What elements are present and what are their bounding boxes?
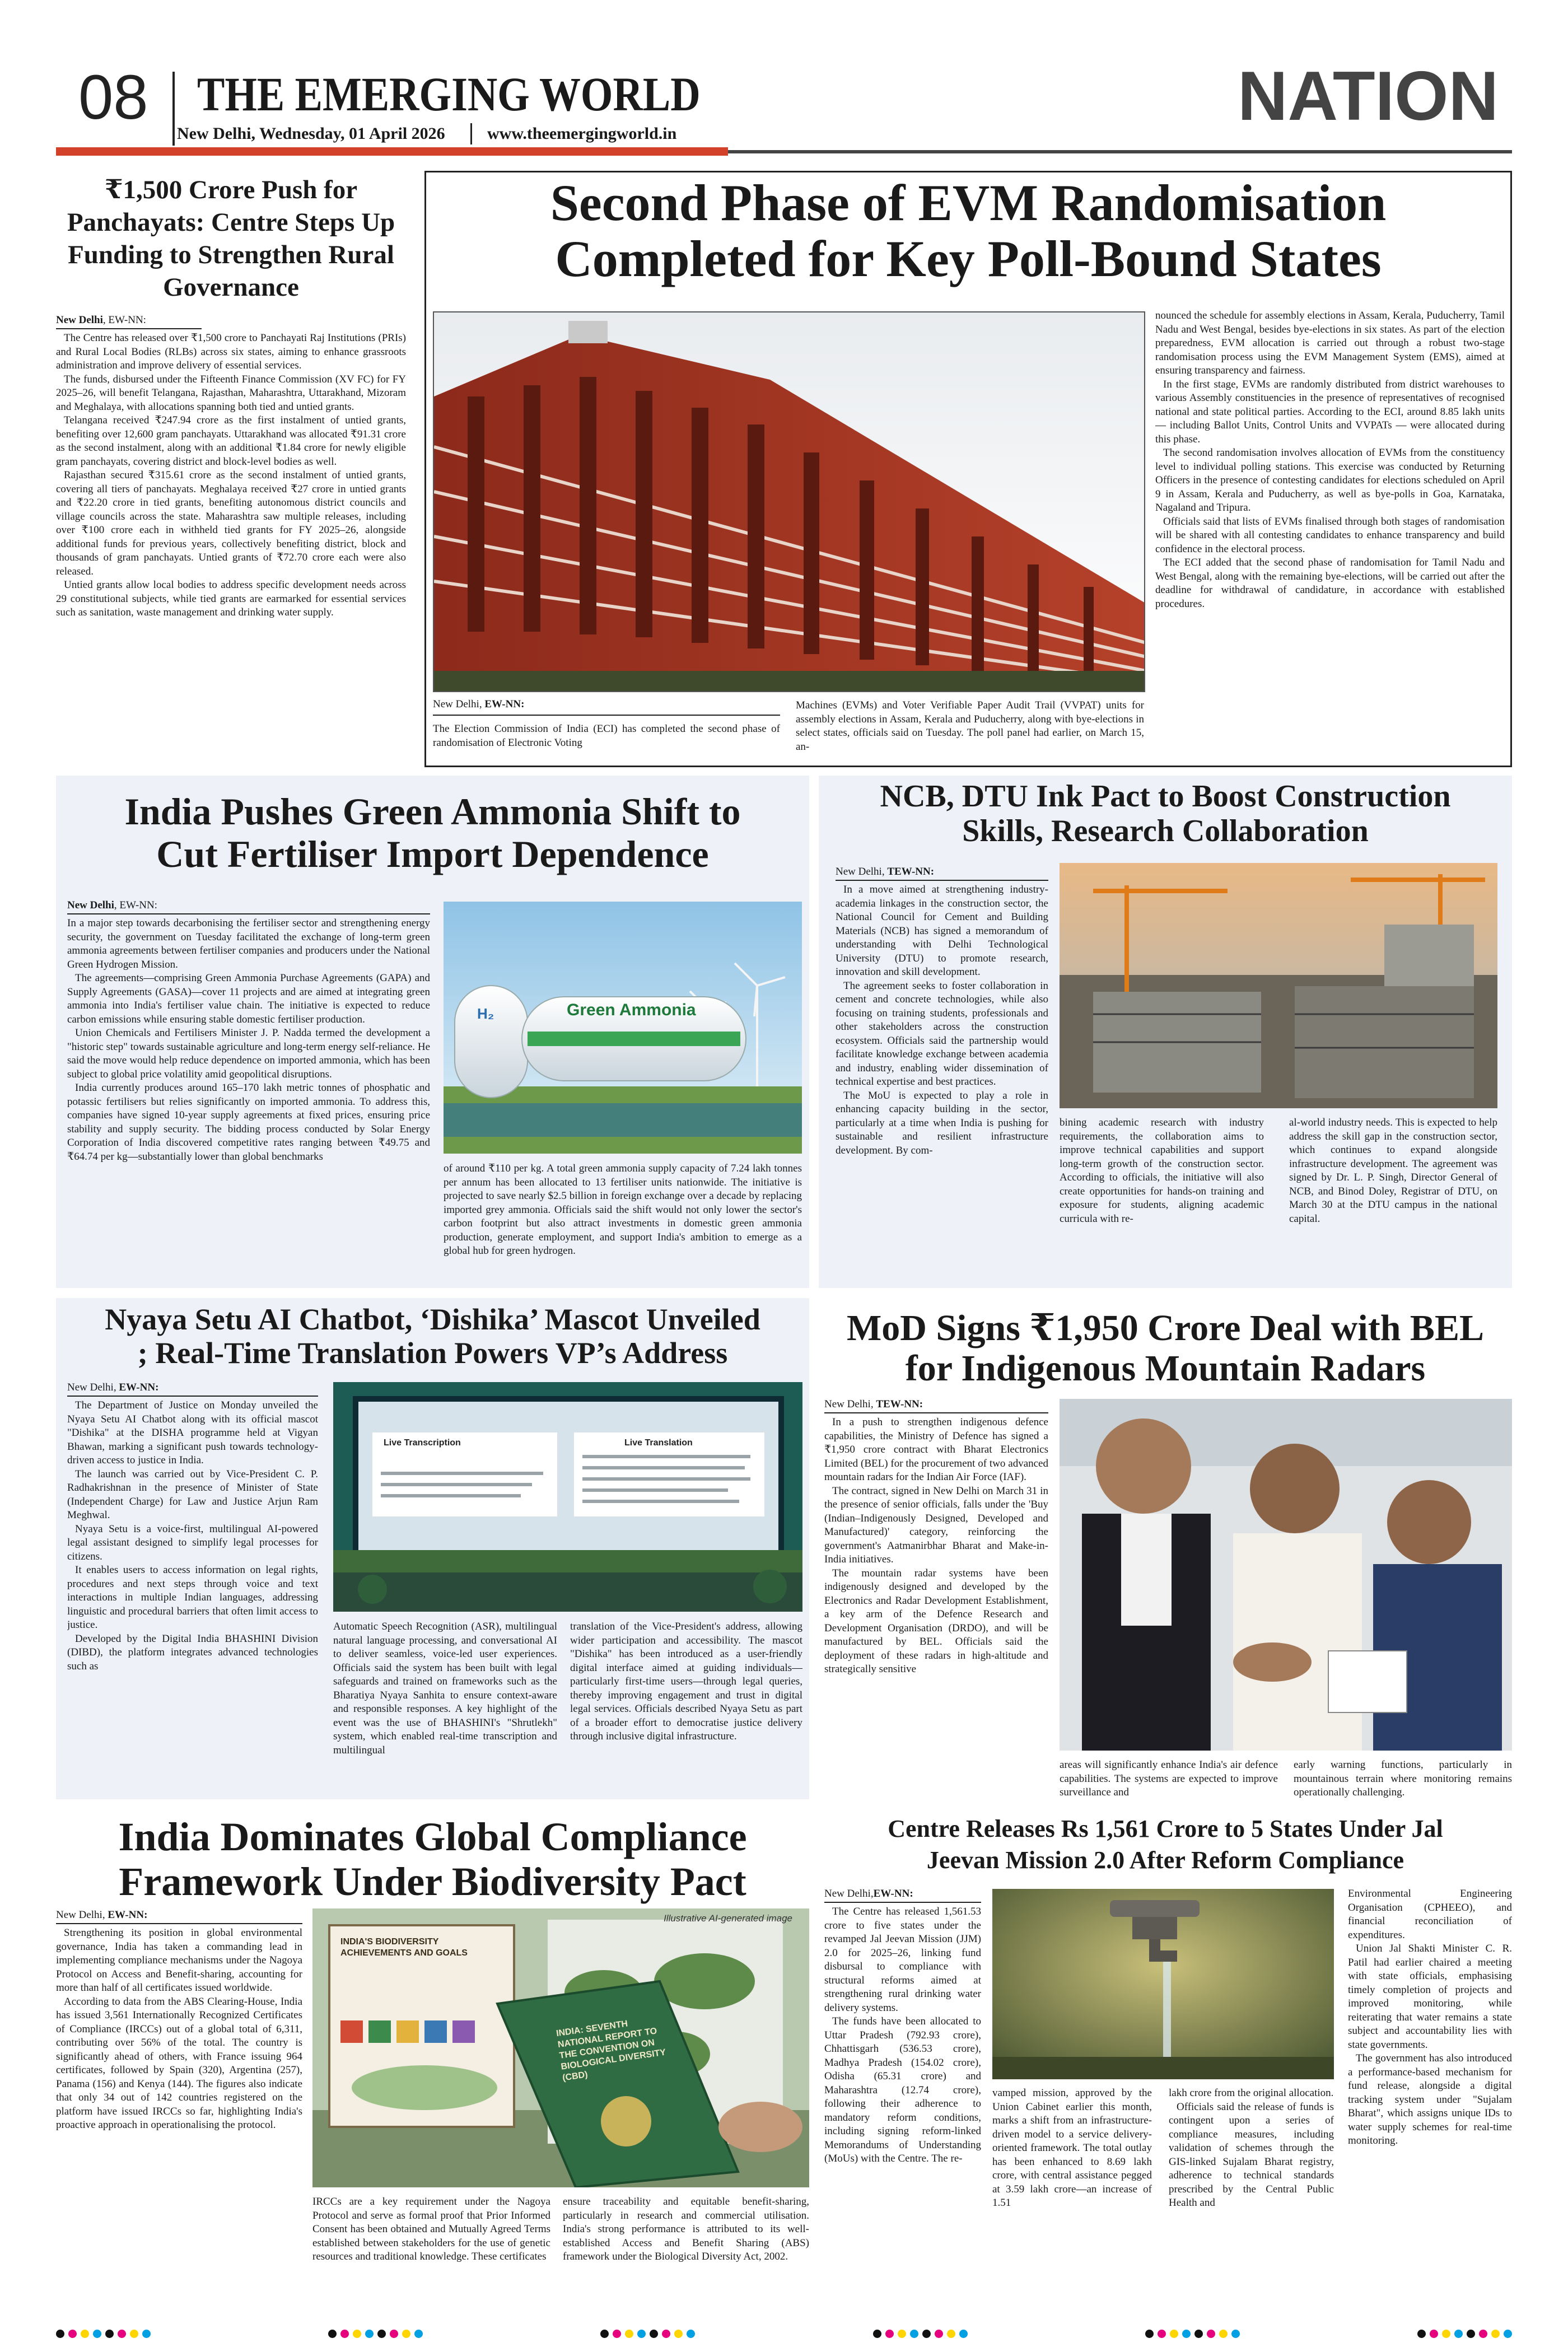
evm-article [424,171,1512,767]
jal-article [819,1808,1512,2309]
paragraph: The agreement seeks to foster collaboration in cement and concrete technologies, while also focusing on training students, professionals and other stakeholders across the construction ecosystem. Officials said the partnership would facilitate knowledge exchange between academia and industry, enabling wider dissemination of technical expertise and best practices. [836,979,1048,1088]
headline-line: Nyaya Setu AI Chatbot, ‘Dishika’ Mascot Unveiled [105,1303,760,1336]
color-dots [56,2330,151,2343]
paragraph: It enables users to access information on legal rights, procedures and next steps through voice and text interactions in multiple Indian languages, addressing linguistic and procedural barriers that often limit access to justice. [67,1564,318,1631]
jal-col-4 [1348,1887,1512,2296]
headline-line: Centre Releases Rs 1,561 Crore to 5 States Under Jal [888,1815,1443,1842]
headline-line: ; Real-Time Translation Powers VP’s Address [137,1336,728,1370]
evm-building-image [433,311,1145,692]
panchayat-article [56,174,406,764]
paragraph: India currently produces around 165–170 lakh metric tonnes of phosphatic and potassic fertilisers but relies significantly on imported ammonia. To address this, companies have signed 10-year supply agreements at fixed prices, ensuring price stability and supply security. The bidding process conducted by Solar Energy Corporation of India discovered competitive rates ranging between ₹49.75 and ₹64.74 per kg—substantially lower than global benchmarks [67,1082,430,1163]
ammonia-dateline [67,899,430,912]
paragraph: The second randomisation involves allocation of EVMs from the constituency level to individual polling stations. This exercise was conducted by Returning Officers in the presence of contesting candidates for elections scheduled on April 9 in Assam, Kerala and Puducherry, as well as bye-polls in Goa, Karnataka, Nagaland and Tripura. [1155,447,1505,514]
jal-col-1-text [824,1905,981,2308]
color-dots [600,2330,695,2343]
live-translation-screen-image [333,1382,802,1612]
paragraph: Officials said that lists of EVMs finalised through both stages of randomisation will be shared with all contesting candidates to enhance transparency and build confidence in the electoral process. [1155,515,1505,555]
ncb-dateline [836,865,1048,879]
color-dots [1417,2330,1512,2343]
ammonia-col-2-text: of around ₹110 per kg. A total green ammonia supply capacity of 7.24 lakh tonnes per annum has been allocated to 13 fertiliser units nationwide. The initiative is projected to save nearly $2.5 billion in foreign exchange over a decade by replacing imported grey ammonia. Officials said the shift would not only lower the sector's carbon footprint but also attract investments in domestic green ammonia production, generate employment, and support India's ambition to emerge as a global hub for green hydrogen. [444,1163,802,1257]
ammonia-headline [56,790,809,875]
headline-line: for Indigenous Mountain Radars [905,1348,1426,1389]
ncb-col-3-text: al-world industry needs. This is expected to help address the skill gap in the construction sector, which continues to expand alongside infrastructure development. The agreement was signed by Dr. L. P. Singh, Director General of NCB, and Binod Doley, Registrar of DTU, on March 30 at the DTU campus in the national capital. [1289,1117,1497,1225]
dateline-place: New Delhi, [56,1909,108,1921]
mod-headline [819,1308,1512,1389]
jal-dateline [824,1887,981,1901]
ammonia-col-1 [67,899,430,1286]
mod-col-2-text: areas will significantly enhance India's air defence capabilities. The systems are expected to improve surveillance and [1060,1759,1278,1798]
masthead-dark-bar [728,150,1512,153]
paragraph: In the first stage, EVMs are randomly distributed from district warehouses to various Assembly constituencies in the presence of representatives of recognised national and state political parties. According to the ECI, around 8.85 lakh units — including Ballot Units, Control Units and VVPATs — were allocated during this phase. [1155,378,1505,445]
dateline-rule [824,1412,1048,1413]
mod-col-1 [824,1398,1048,1796]
headline-line: Second Phase of EVM Randomisation [550,174,1387,231]
dateline-rule [56,1923,302,1924]
paragraph: Union Chemicals and Fertilisers Minister J. P. Nadda termed the development a "historic step" towards sustainable agriculture and long-term energy self-reliance. He said the move would help reduce dependence on imported ammonia, which has been subject to global price volatility amid geopolitical disruptions. [67,1027,430,1080]
poster-title: INDIA'S BIODIVERSITY ACHIEVEMENTS AND GOALS [340,1937,468,1958]
headline-line: Skills, Research Collaboration [962,814,1369,848]
report-cover-title: INDIA: SEVENTH NATIONAL REPORT TO THE CONVENTION ON BIOLOGICAL DIVERSITY (CBD) [556,2019,666,2083]
paragraph: nounced the schedule for assembly elections in Assam, Kerala, Puducherry, Tamil Nadu and West Bengal, besides bye-elections in six states. As part of the election preparedness, EVM allocation is carried out through a robust two-stage randomisation process using the EVM Management System (EMS), aimed at ensuring transparency and fairness. [1155,310,1505,376]
ncb-headline [819,779,1512,848]
dateline-agency: EW-NN: [873,1888,913,1900]
paragraph: The Department of Justice on Monday unveiled the Nyaya Setu AI Chatbot along with its official mascot "Dishika" at the DISHA programme held at Vigyan Bhawan, marking a significant push towards technology-driven access to justice in India. [67,1399,318,1466]
paragraph: Developed by the Digital India BHASHINI Division (DIBD), the platform integrates advanced technologies such as [67,1632,318,1672]
dateline-rule [56,328,202,329]
website-link[interactable]: www.theemergingworld.in [487,124,677,143]
dateline-rule [836,880,1048,881]
headline-line: India Dominates Global Compliance [118,1814,747,1859]
paragraph: In a push to strengthen indigenous defence capabilities, the Ministry of Defence has signed a ₹1,950 crore contract with Bharat Electronics Limited (BEL) for the procurement of two advanced mountain radars for the Indian Air Force (IAF). [824,1416,1048,1483]
dateline-rule [824,1902,981,1903]
section-title: NATION [1238,58,1499,135]
jal-col-3 [1169,2087,1334,2294]
nyaya-col-1-text [67,1399,318,1796]
paragraph: Environmental Engineering Organisation (CPHEEO), and financial reconciliation of expenditures. [1348,1888,1512,1941]
mod-dateline [824,1398,1048,1411]
dateline-agency: , EW-NN: [114,899,157,911]
evm-headline [426,175,1510,287]
paragraph: The contract, signed in New Delhi on March 31 in the presence of senior officials, falls under the 'Buy (Indian–Indigenously Designed, Developed and Manufactured)' category, reinforcing the government's Aatmanirbhar Bharat and Make-in-India initiatives. [824,1485,1048,1565]
masthead [0,0,1568,160]
panchayat-headline: ₹1,500 Crore Push for Panchayats: Centre Steps Up Funding to Strengthen Rural Governance [67,175,395,302]
panchayat-body [56,332,406,780]
screen-right-title: Live Translation [624,1438,693,1448]
headline-line: Cut Fertiliser Import Dependence [156,833,709,875]
color-dots [328,2330,423,2343]
dateline-place: New Delhi, [67,1382,119,1393]
nyaya-col-1 [67,1381,318,1796]
biodiversity-headline [56,1814,809,1904]
dateline-place: New Delhi, [824,1888,874,1900]
paper-name: THE EMERGING WORLD [197,67,701,121]
paragraph: The funds have been allocated to Uttar Pradesh (792.93 crore), Chhattisgarh (536.53 crore), Madhya Pradesh (154.02 crore), Odisha (65.31 crore) and Maharashtra (12.74 crore), following their adherence to mandatory reform conditions, including signing reform-linked Memorandums of Understanding (MoUs) with the Centre. The re- [824,2015,981,2164]
dateline-place: New Delhi, [824,1398,876,1410]
page-number: 08 [78,62,148,132]
dateline-agency: EW-NN: [484,698,525,710]
mod-col-1-text [824,1416,1048,1796]
evm-col-1 [433,698,780,750]
headline-line: MoD Signs ₹1,950 Crore Deal with BEL [846,1308,1485,1348]
dateline-agency: EW-NN: [108,1909,148,1921]
biodiversity-col-1-text [56,1926,302,2307]
biodiversity-col-1 [56,1908,302,2307]
paragraph: The government has also introduced a performance-based mechanism for fund release, alongside a digital tracking system under "Sujalam Bharat", which assigns unique IDs to water supply schemes for real-time monitoring. [1348,2052,1512,2146]
screen-left-title: Live Transcription [384,1438,461,1448]
headline-line: Completed for Key Poll-Bound States [555,230,1382,287]
jal-headline [819,1813,1512,1876]
evm-dateline [433,698,780,711]
headline-line: India Pushes Green Ammonia Shift to [124,790,741,833]
paragraph: The mountain radar systems have been indigenously designed and developed by the Electronics and Radar Development Establishment, a key arm of the Defence Research and Development Organisation (DRDO), and will be manufactured by BEL. Officials said the deployment of these radars in high-altitude and strategically sensitive [824,1567,1048,1675]
evm-col-2-text: Machines (EVMs) and Voter Verifiable Paper Audit Trail (VVPAT) units for assembly elections in Assam, Kerala and Puducherry, along with bye-elections in select states, officials said on Tuesday. The poll panel had earlier, on March 15, an- [796,699,1144,753]
paragraph: Officials said the release of funds is contingent upon a series of compliance measures, including validation of schemes through the GIS-linked Sujalam Bharat registry, adherence to technical standards prescribed by the Central Public Health and [1169,2101,1334,2209]
paragraph: Nyaya Setu is a voice-first, multilingual AI-powered legal assistant designed to simplify legal processes for citizens. [67,1523,318,1562]
evm-col-1-text: The Election Commission of India (ECI) has completed the second phase of randomisation of Electronic Voting [433,723,780,749]
handshake-photo [1060,1399,1512,1751]
paragraph: The agreements—comprising Green Ammonia Purchase Agreements (GAPA) and Supply Agreements (GASA)—cover 11 projects and are aimed at integrating green ammonia into India's fertiliser value chain. The initiative is expected to reduce carbon emissions while ensuring stable domestic fertiliser production. [67,972,430,1025]
paragraph: Union Jal Shakti Minister C. R. Patil had earlier chaired a meeting with state officials, emphasising timely completion of projects and improved monitoring, while reiterating that water remains a state subject and accountability lies with state governments. [1348,1943,1512,2051]
paragraph: In a major step towards decarbonising the fertiliser sector and strengthening energy security, the government on Tuesday facilitated the exchange of long-term green ammonia agreements between fertiliser companies and producers under the National Green Hydrogen Mission. [67,917,430,970]
paragraph: The MoU is expected to play a role in enhancing capacity building in the sector, particularly at a time when India is pushing for sustainable and resilient infrastructure development. By com- [836,1089,1048,1156]
paragraph: Strengthening its position in global environmental governance, India has taken a commanding lead in implementing compliance mechanisms under the Nagoya Protocol on Access and Benefit-sharing, accounting for more than half of all certificates issued worldwide. [56,1927,302,1994]
ammonia-article [56,776,809,1288]
dateline-place: New Delhi, [433,698,485,710]
ncb-article [819,776,1512,1288]
paragraph: The funds, disbursed under the Fifteenth Finance Commission (XV FC) for FY 2025–26, will benefit Telangana, Rajasthan, Maharashtra, Uttarakhand, Mizoram and Meghalaya, with allocations spanning both tied and untied grants. [56,373,406,413]
paragraph: lakh crore from the original allocation. [1169,2087,1334,2099]
paragraph: The Centre has released 1,561.53 crore to five states under the revamped Jal Jeevan Mission (JJM) 2.0 for 2025–26, linking fund disbursal to compliance with structural reforms aimed at strengthening rural drinking water delivery systems. [824,1906,981,2014]
ncb-col-1 [836,865,1048,1275]
paragraph: Telangana received ₹247.94 crore as the first instalment of untied grants, benefiting over 12,600 gram panchayats. Uttarakhand was allocated ₹91.31 crore as the second instalment, along with an additional ₹1.84 crore for newly eligible gram panchayats, covering district and block-level bodies as well. [56,414,406,468]
biodiversity-col-2-text: IRCCs are a key requirement under the Nagoya Protocol and serve as formal proof that Prior Informed Consent has been obtained and Mutually Agreed Terms established between stakeholders for the use of genetic resources and traditional knowledge. These certificates [312,2196,550,2262]
tank-label: Green Ammonia [567,1001,696,1019]
ai-image-caption: Illustrative AI-generated image [664,1913,792,1924]
jal-col-2-text: vamped mission, approved by the Union Cabinet earlier this month, marks a shift from an infrastructure-driven model to a service delivery-oriented framework. The total outlay has been enhanced to 8.69 lakh crore, with central assistance pegged at 3.59 lakh crore—an increase of 1.51 [992,2087,1152,2209]
panchayat-dateline [56,314,406,327]
dateline-agency: TEW-NN: [887,866,935,878]
paragraph: The Centre has released over ₹1,500 crore to Panchayati Raj Institutions (PRIs) and Rural Local Bodies (RLBs) across six states, aiming to enhance grassroots administration and improve delivery of essential services. [56,332,406,371]
nyaya-col-2-text: Automatic Speech Recognition (ASR), multilingual natural language processing, and conversational AI to deliver seamless, voice-led user experiences. Officials said the system has been built with legal safeguards and trained on frameworks such as the Bharatiya Nyaya Sanhita to ensure context-aware and responsible responses. A key highlight of the event was the use of BHASHINI's "Shrutlekh" system, which enabled real-time transcription and multilingual [333,1621,557,1756]
nyaya-article [56,1298,809,1799]
jal-col-1 [824,1887,981,2308]
dateline-place: New Delhi, [836,866,888,878]
dateline-place: New Delhi [67,899,114,911]
mod-article [819,1298,1512,1799]
mod-col-3-text: early warning functions, particularly in mountainous terrain where monitoring remains operationally challenging. [1294,1759,1512,1798]
paragraph: The launch was carried out by Vice-President C. P. Radhakrishnan in the presence of Minister of State (Independent Charge) for Law and Justice Arjun Ram Meghwal. [67,1468,318,1521]
headline-line: Jeevan Mission 2.0 After Reform Compliance [926,1846,1404,1874]
footer-registration-marks [56,2330,1512,2343]
masthead-divider [172,72,175,146]
ncb-col-2-text: bining academic research with industry requirements, the collaboration aims to improve technical capabilities and support long-term growth of the construction sector. According to officials, the initiative will also create opportunities for hands-on training and exposure for students, aligning academic curricula with re- [1060,1117,1264,1225]
paragraph: Rajasthan secured ₹315.61 crore as the second instalment of untied grants, covering all tiers of panchayats. Meghalaya received ₹27 crore in untied grants and ₹22.20 crore in tied grants, benefiting autonomous district councils and village councils across the state. Maharashtra saw multiple releases, including over ₹100 crore each in withheld tied grants for FY 2025–26, alongside additional funds for previous years, collectively benefiting district, block and thousands of gram panchayats. Untied grants of ₹72.70 crore each were also released. [56,469,406,577]
color-dots [1145,2330,1240,2343]
headline-line: Framework Under Biodiversity Pact [119,1859,746,1904]
construction-site-image [1060,863,1497,1108]
dateline-rule [67,913,430,914]
paragraph: The ECI added that the second phase of randomisation for Tamil Nadu and West Bengal, along with the remaining bye-elections, will be carried out after the deadline for withdrawal of candidature, in accordance with established procedures. [1155,557,1505,610]
dateline-agency: EW-NN: [119,1382,159,1393]
biodiversity-col-3-text: ensure traceability and equitable benefit-sharing, particularly in research and commercial utilisation. India's strong performance is attributed to its well-established Access and Benefit Sharing (ABS) framework under the Biological Diversity Act, 2002. [563,2196,809,2262]
paragraph: According to data from the ABS Clearing-House, India has issued 3,561 Internationally Recognized Certificates of Compliance (IRCCs) out of a global total of 6,311, contributing over 56% of the total. The country is significantly ahead of others, with France issuing 964 certificates, followed by Spain (320), Argentina (257), Panama (156) and Kenya (144). The figures also indicate that only 34 out of 142 countries registered on the platform have issued IRCCs so far, highlighting India's proactive approach in operationalising the protocol. [56,1995,302,2131]
ncb-col-1-text [836,883,1048,1275]
biodiversity-dateline [56,1908,302,1922]
biodiversity-report-image [312,1908,809,2187]
color-dots [873,2330,968,2343]
evm-col-3 [1155,309,1505,763]
dateline-place: New Delhi [56,314,103,326]
h2-label: H₂ [477,1005,494,1022]
nyaya-dateline [67,1381,318,1394]
issue-date: New Delhi, Wednesday, 01 April 2026 [177,124,445,143]
nyaya-col-3-text: translation of the Vice-President's address, allowing wider participation and accessibility. The mascot "Dishika" has been introduced as a user-friendly digital interface aimed at guiding individuals—particularly first-time users—through legal queries, thereby improving engagement and trust in digital legal services. Officials described Nyaya Setu as part of a broader effort to democratise justice delivery through inclusive digital infrastructure. [570,1621,802,1742]
dateline-rule [67,1396,318,1397]
dateline-rule [433,715,780,716]
masthead-red-bar [56,147,728,156]
nyaya-headline [56,1303,809,1370]
dateline-agency: TEW-NN: [876,1398,923,1410]
water-tap-image [992,1889,1334,2079]
paragraph: Untied grants allow local bodies to address specific development needs across 29 constitutional subjects, while tied grants are earmarked for essential services such as sanitation, waste management and drinking water supply. [56,579,406,618]
dateline-agency: , EW-NN: [102,314,146,326]
biodiversity-article [56,1808,809,2309]
date-divider [470,123,472,144]
paragraph: In a move aimed at strengthening industry-academia linkages in the construction sector, the National Council for Cement and Building Materials (NCB) has signed a memorandum of understanding with Delhi Technological University (DTU) to promote research, innovation and skill development. [836,884,1048,978]
green-ammonia-image [444,902,802,1154]
ammonia-col-1-text [67,917,430,1286]
headline-line: NCB, DTU Ink Pact to Boost Construction [880,779,1451,814]
